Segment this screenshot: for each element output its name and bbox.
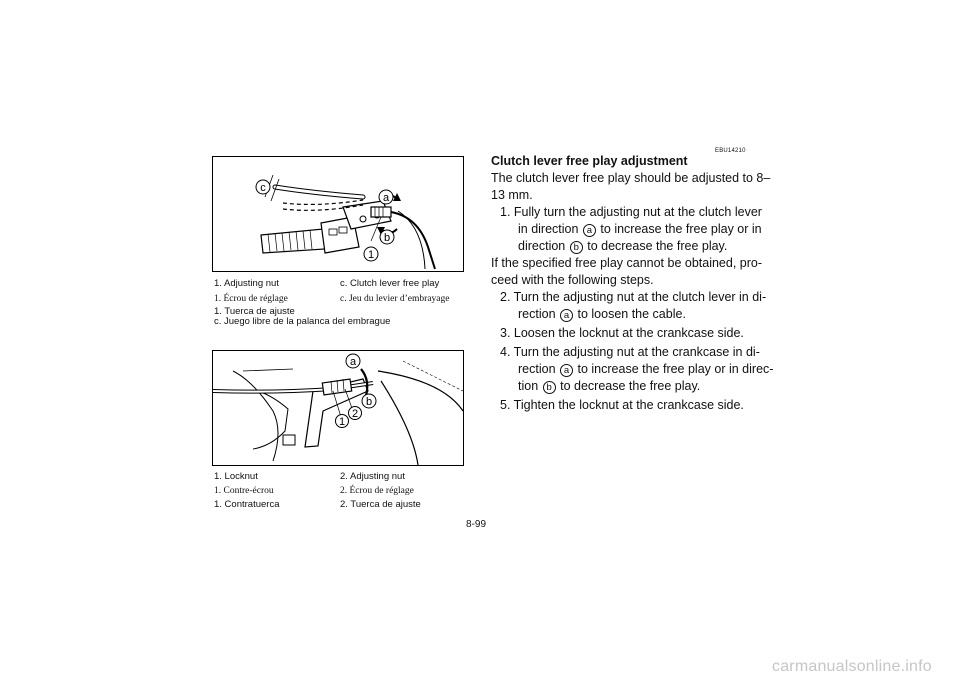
fig1-caption-en-right: c. Clutch lever free play <box>340 278 440 289</box>
label-b: b <box>365 396 373 408</box>
intro-line-2: 13 mm. <box>491 188 533 202</box>
step-3: 3. Loosen the locknut at the crankcase side. <box>500 326 744 340</box>
label-b: b <box>383 232 391 244</box>
step-1-line-3: direction b to decrease the free play. <box>518 239 728 253</box>
fig2-caption-es-left: 1. Contratuerca <box>214 499 280 510</box>
label-c: c <box>260 182 266 194</box>
mid-line-2: ceed with the following steps. <box>491 273 654 287</box>
section-heading: Clutch lever free play adjustment <box>491 154 688 168</box>
label-1: 1 <box>338 416 346 428</box>
intro-line-1: The clutch lever free play should be adjusted to 8– <box>491 171 771 185</box>
step-1-line-2: in direction a to increase the free play or in <box>518 222 762 236</box>
fig1-caption-fr-left: 1. Écrou de réglage <box>214 294 288 304</box>
label-2: 2 <box>351 408 359 420</box>
fig2-caption-es-right: 2. Tuerca de ajuste <box>340 499 421 510</box>
step-2-line-2: rection a to loosen the cable. <box>518 307 686 321</box>
label-a: a <box>349 356 357 368</box>
label-a: a <box>382 192 390 204</box>
fig2-caption-fr-right: 2. Écrou de réglage <box>340 486 414 496</box>
fig2-caption-en-left: 1. Locknut <box>214 471 258 482</box>
step-4-line-2: rection a to increase the free play or in direc- <box>518 362 774 376</box>
step-1-line-1: 1. Fully turn the adjusting nut at the clutch lever <box>500 205 762 219</box>
step-4-line-3: tion b to decrease the free play. <box>518 379 701 393</box>
fig1-caption-fr-right: c. Jeu du levier d’embrayage <box>340 294 450 304</box>
direction-b-symbol: b <box>543 381 556 394</box>
watermark: carmanualsonline.info <box>772 658 932 675</box>
direction-b-symbol: b <box>570 241 583 254</box>
direction-a-symbol: a <box>560 364 573 377</box>
mid-line-1: If the specified free play cannot be obtained, pro- <box>491 256 763 270</box>
section-code: EBU14210 <box>715 148 746 154</box>
fig1-caption-en-left: 1. Adjusting nut <box>214 278 279 289</box>
fig2-caption-fr-left: 1. Contre-écrou <box>214 486 274 496</box>
step-2-line-1: 2. Turn the adjusting nut at the clutch lever in di- <box>500 290 767 304</box>
fig1-caption-es-1: 1. Tuerca de ajuste <box>214 306 295 317</box>
page-number: 8-99 <box>466 519 487 530</box>
direction-a-symbol: a <box>560 309 573 322</box>
step-4-line-1: 4. Turn the adjusting nut at the crankcase in di- <box>500 345 760 359</box>
fig2-caption-en-right: 2. Adjusting nut <box>340 471 405 482</box>
fig1-caption-es-2: c. Juego libre de la palanca del embrague <box>214 316 391 327</box>
clutch-lever-illustration <box>212 156 464 272</box>
step-5: 5. Tighten the locknut at the crankcase side. <box>500 398 744 412</box>
label-1: 1 <box>367 249 375 261</box>
crankcase-adjuster-illustration <box>212 350 464 466</box>
direction-a-symbol: a <box>583 224 596 237</box>
